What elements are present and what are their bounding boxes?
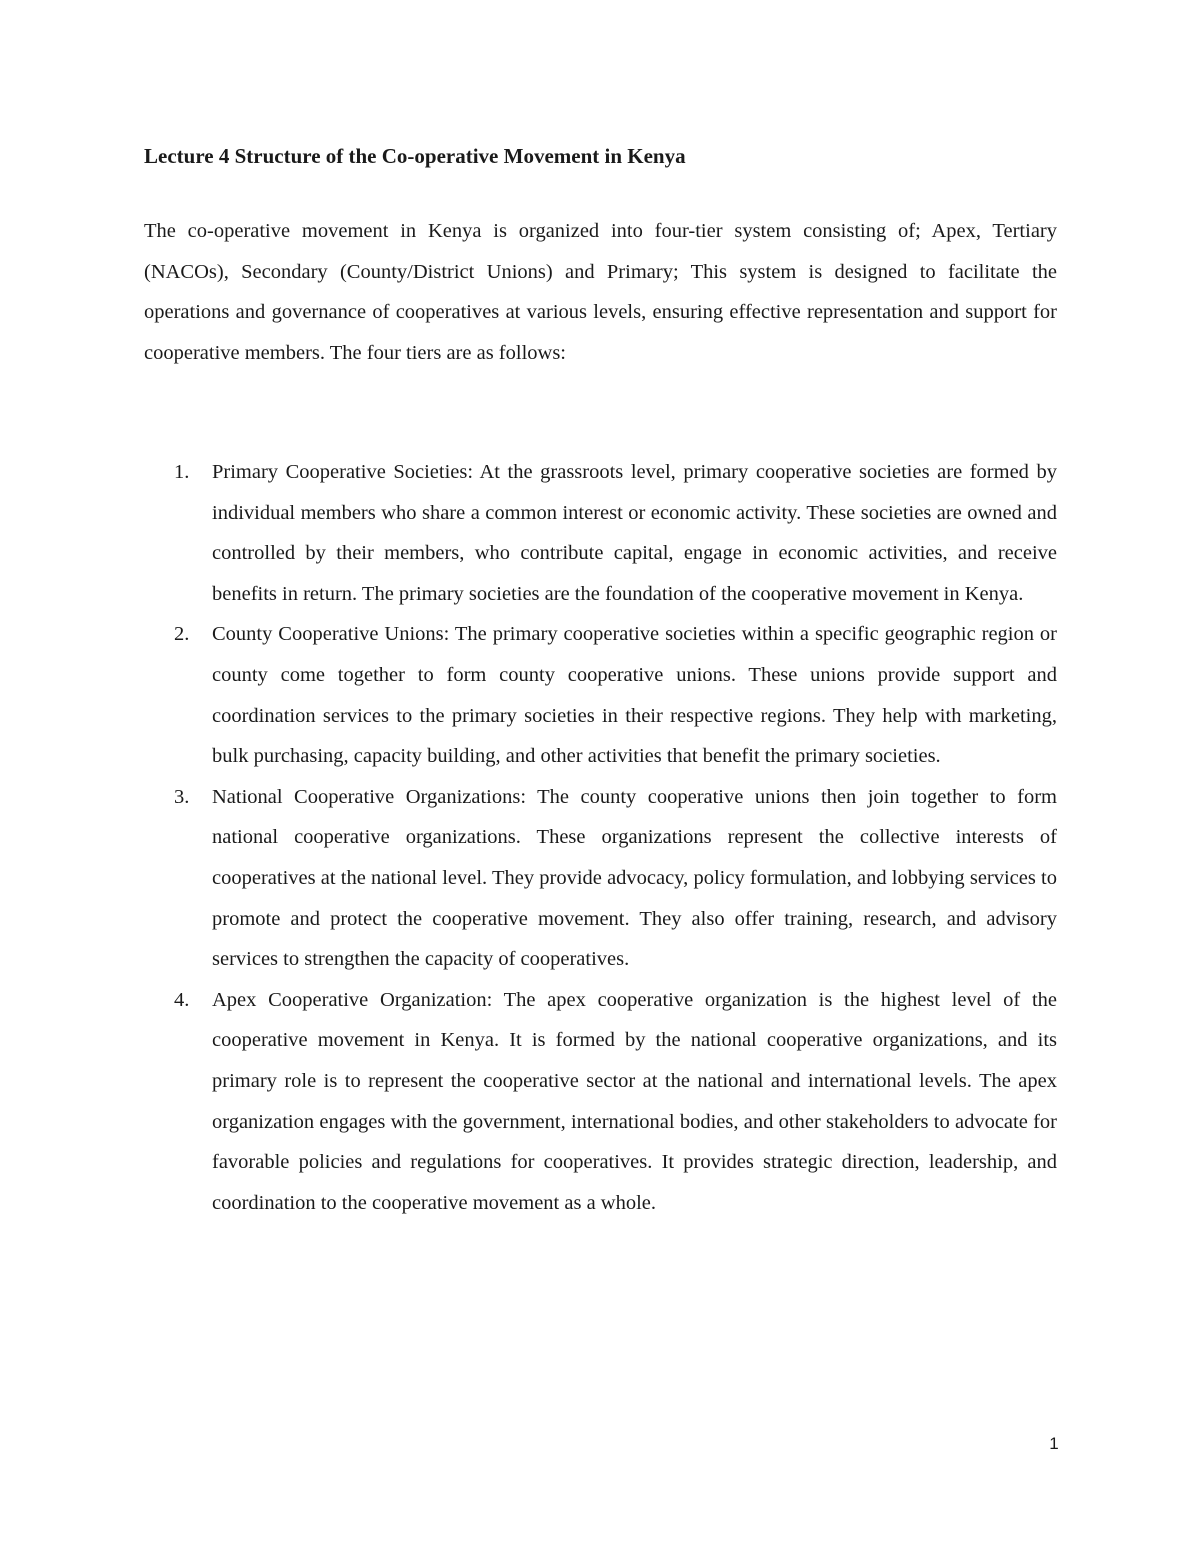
list-item-text: Primary Cooperative Societies: At the grassroots level, primary cooperative societies are formed by individual members who share a common interest or economic activity. These societies are owned and controlled by their members, who contribute capital, engage in economic activities, and receive benefits in return. The primary societies are the foundation of the cooperative movement in Kenya.: [212, 461, 1057, 605]
list-item-number: 4.: [174, 988, 190, 1011]
list-item: [144, 452, 1057, 614]
tier-list: [144, 452, 1057, 1223]
list-item-number: 1.: [174, 461, 190, 483]
list-item-text: Apex Cooperative Organization: The apex cooperative organization is the highest level of the cooperative movement in Kenya. It is formed by the national cooperative organizations, and its primary role is to represent the cooperative sector at the national and international levels. The apex organization engages with the government, international bodies, and other stakeholders to advocate for favorable policies and regulations for cooperatives. It provides strategic direction, leadership, and coordination to the cooperative movement as a whole.: [212, 988, 1057, 1214]
list-item-text: County Cooperative Unions: The primary cooperative societies within a specific geographic region or county come together to form county cooperative unions. These unions provide support and coordination services to the primary societies in their respective regions. They help with marketing, bulk purchasing, capacity building, and other activities that benefit the primary societies.: [212, 623, 1057, 768]
list-item: [144, 777, 1057, 980]
list-item: [144, 980, 1057, 1224]
list-item-number: 3.: [174, 785, 190, 808]
page-number: 1: [1049, 1434, 1059, 1453]
list-item-number: 2.: [174, 623, 190, 646]
lecture-title: Lecture 4 Structure of the Co-operative Movement in Kenya: [144, 144, 686, 168]
list-item: [144, 614, 1057, 776]
intro-paragraph: The co-operative movement in Kenya is organized into four-tier system consisting of; Apex, Tertiary (NACOs), Secondary (County/District Unions) and Primary; This system is designed to facilitate the operations and governance of cooperatives at various levels, ensuring effective representation and support for cooperative members. The four tiers are as follows:: [144, 220, 1057, 364]
list-item-text: National Cooperative Organizations: The county cooperative unions then join together to form national cooperative organizations. These organizations represent the collective interests of cooperatives at the national level. They provide advocacy, policy formulation, and lobbying services to promote and protect the cooperative movement. They also offer training, research, and advisory services to strengthen the capacity of cooperatives.: [212, 785, 1057, 971]
